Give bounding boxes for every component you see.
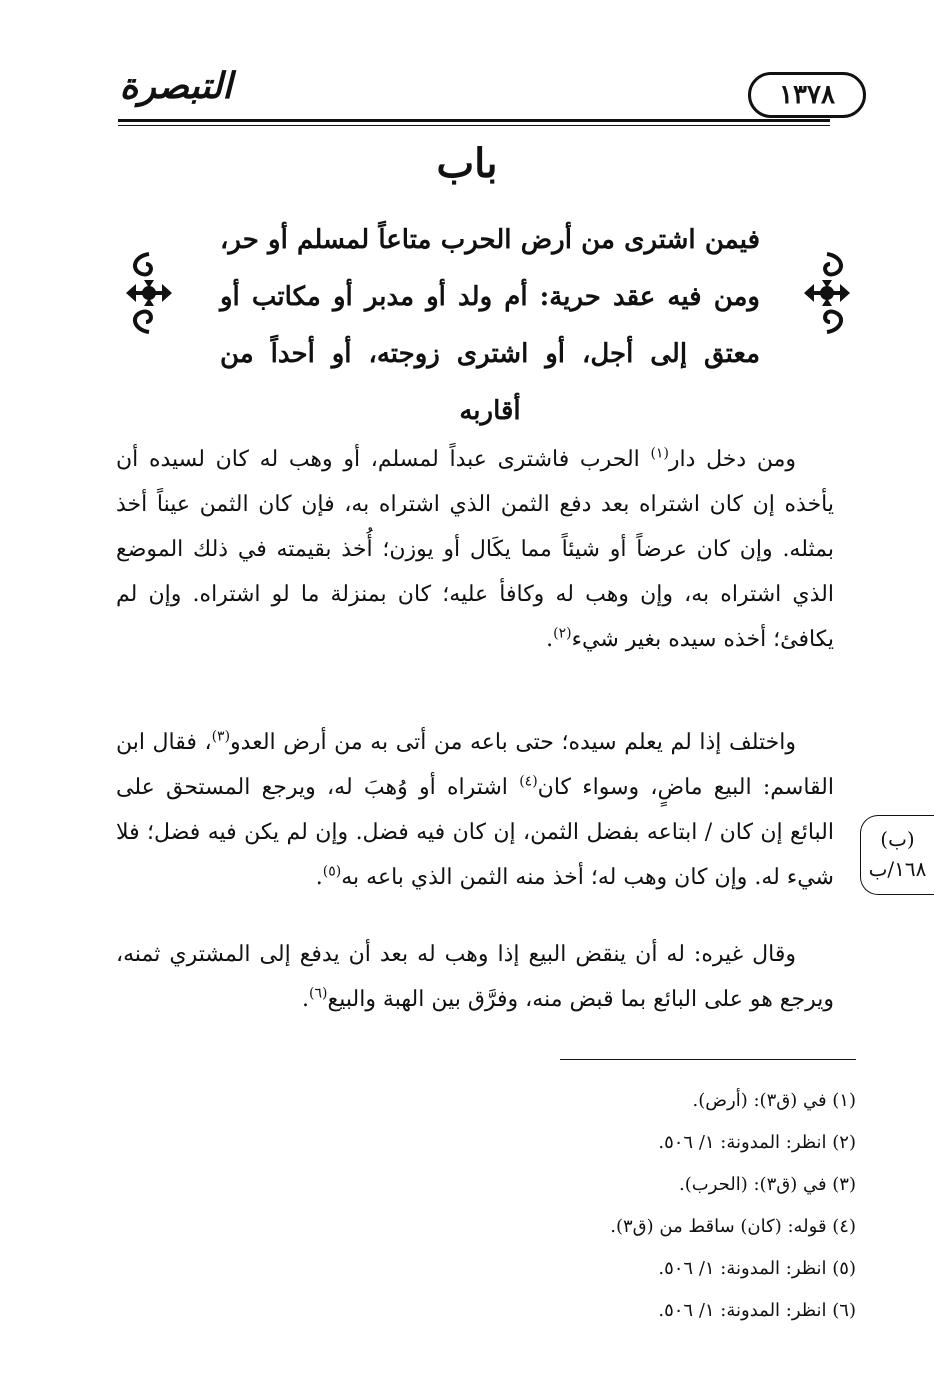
paragraph-text: وقال غيره: له أن ينقض البيع إذا وهب له بعد أن يدفع إلى المشتري ثمنه، ويرجع هو على البائع بما قبض منه، وفرَّق بين الهبة والبيع [116, 942, 834, 1012]
footnote-marker: (٢) [553, 625, 572, 642]
footnote-marker: (٣) [211, 728, 231, 745]
footnote-item: (٢) انظر: المدونة: ١/ ٥٠٦. [658, 1132, 856, 1153]
section-heading: فيمن اشترى من أرض الحرب متاعاً لمسلم أو حر، ومن فيه عقد حرية: أم ولد أو مدبر أو مكاتب أو معتق إلى أجل، أو اشترى زوجته، أو أحداً من أقاربه [220, 225, 760, 426]
header-rule-thin [118, 125, 830, 126]
header-rule [118, 119, 830, 122]
margin-note-line1: (ب) [880, 827, 915, 851]
footnote-item: (١) في (ق٣): (أرض). [692, 1090, 856, 1111]
paragraph-text: ، فقال ابن القاسم: البيع ماضٍ، وسواء كان [116, 730, 834, 800]
paragraph-text: واختلف إذا لم يعلم سيده؛ حتى باعه من أتى به من أرض العدو [230, 730, 796, 755]
paragraph-text: اشتراه أو وُهبَ له، ويرجع المستحق على البائع إن كان / ابتاعه بفضل الثمن، إن كان فيه فضل. وإن لم يكن فيه فضل؛ فلا شيء له. وإن كان وهب له؛ أخذ منه الثمن الذي باعه به [116, 775, 834, 890]
footnote-item: (٤) قوله: (كان) ساقط من (ق٣). [610, 1216, 856, 1237]
book-title-logo: التبصرة [119, 65, 233, 107]
body-paragraph-2 [116, 720, 834, 900]
margin-note-line2: ١٦٨/ب [868, 857, 927, 881]
margin-manuscript-note [860, 815, 934, 895]
paragraph-text: الحرب فاشترى عبداً لمسلم، أو وهب له كان لسيده أن يأخذه إن كان اشتراه بعد دفع الثمن الذي اشتراه به، فإن كان الثمن عيناً أخذ بمثله. وإن كان عرضاً أو شيئاً مما يكَال أو يوزن؛ أُخذ بقيمته في ذلك الموضع الذي اشتراه به، وإن وهب له وكافأ عليه؛ كان بمنزلة ما لو اشتراه. وإن لم يكافئ؛ أخذه سيده بغير شيء [116, 447, 834, 652]
body-paragraph-3 [116, 932, 834, 1022]
paragraph-text: . [315, 865, 323, 890]
page-number: ١٣٧٨ [748, 72, 866, 118]
footnote-separator [560, 1059, 856, 1060]
floral-ornament-icon-right [800, 250, 854, 336]
floral-ornament-icon-left [122, 250, 176, 336]
paragraph-text: . [302, 987, 310, 1012]
footnote-marker: (٤) [519, 773, 538, 790]
footnote-item: (٦) انظر: المدونة: ١/ ٥٠٦. [658, 1300, 856, 1321]
chapter-title: باب [436, 140, 498, 187]
body-paragraph-1 [116, 437, 834, 662]
footnote-marker: (٥) [322, 863, 342, 880]
paragraph-text: . [546, 627, 554, 652]
paragraph-text: ومن دخل دار [668, 447, 796, 472]
footnotes-list [300, 1080, 856, 1332]
footnote-item: (٣) في (ق٣): (الحرب). [679, 1174, 856, 1195]
footnote-marker: (٦) [309, 985, 328, 1002]
footnote-item: (٥) انظر: المدونة: ١/ ٥٠٦. [658, 1258, 856, 1279]
footnote-marker: (١) [650, 445, 669, 462]
